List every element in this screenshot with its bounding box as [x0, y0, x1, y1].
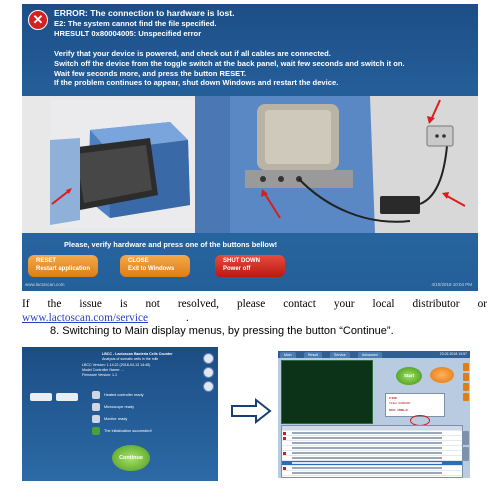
side-button-3[interactable]: [463, 383, 469, 391]
side-button-2[interactable]: [463, 373, 469, 381]
main-tab-bar: [278, 351, 470, 358]
close-button-title: CLOSE: [128, 258, 149, 264]
side-button-4[interactable]: [463, 393, 469, 401]
tab-service[interactable]: Service: [330, 352, 350, 358]
monitor-icon: [92, 415, 100, 423]
result-info-panel: [385, 393, 445, 417]
startup-header-line-5: Firmware Version: 1.1: [82, 373, 117, 377]
tab-main[interactable]: Main: [280, 352, 296, 358]
status-microscope: Microscope ready: [104, 405, 134, 409]
startup-header-line-1: LBCC - Lactoscan Bacteria Cells Counter: [102, 352, 173, 356]
results-table: [281, 425, 463, 478]
tab-advanced[interactable]: Advanced: [358, 352, 382, 358]
controller-icon: [92, 391, 100, 399]
contact-paragraph: If the issue is not resolved, please contact your local distributor or: [22, 298, 487, 310]
main-screen-screenshot: [278, 351, 470, 478]
shutdown-button[interactable]: [215, 255, 285, 277]
status-controller: Heated controller ready: [104, 393, 144, 397]
service-link[interactable]: www.lactoscan.com/service: [22, 312, 148, 324]
result-number: # 208: [389, 396, 397, 400]
shutdown-button-subtitle: Power off: [223, 265, 251, 272]
start-button[interactable]: Start: [396, 367, 422, 385]
startup-header-line-3: LBCC Version: 1.14.22 (2018-04-13 14:45): [82, 363, 151, 367]
transition-arrow-icon: [230, 398, 272, 424]
close-button[interactable]: [120, 255, 190, 277]
startup-header-line-4: Model Controller Name: ...: [82, 368, 124, 372]
startup-side-button-2[interactable]: [56, 393, 78, 401]
table-row[interactable]: [282, 471, 462, 476]
settings-icon[interactable]: [203, 381, 214, 392]
startup-screenshot: [22, 347, 218, 481]
success-check-icon: [92, 427, 100, 435]
hardware-photo-strip: [22, 96, 478, 233]
result-scc: SCC: 155E+3: [389, 408, 408, 412]
error-instruction-2: Switch off the device from the toggle switch at the back panel, wait few seconds and switch it on.: [54, 59, 405, 68]
error-footer-website: www.lactoscan.com: [25, 282, 65, 287]
device-front-photo: [50, 100, 210, 228]
device-back-panel-photo: [195, 96, 478, 233]
camera-view: [281, 360, 373, 424]
startup-side-button-1[interactable]: [30, 393, 52, 401]
orange-action-button[interactable]: [430, 367, 454, 383]
info-icon[interactable]: [203, 353, 214, 364]
reset-button-title: RESET: [36, 258, 57, 264]
side-tab-2[interactable]: [463, 447, 469, 461]
contact-paragraph-end: .: [186, 312, 189, 324]
error-screenshot: [22, 4, 478, 291]
result-ticket: Ticket: 0000000: [389, 401, 411, 405]
startup-header-line-2: Analysis of somatic cells in the milk: [102, 357, 159, 361]
tab-result[interactable]: Result: [304, 352, 322, 358]
reset-button[interactable]: [28, 255, 98, 277]
reset-button-subtitle: Restart application: [36, 265, 91, 272]
status-monitor: Monitor ready: [104, 417, 128, 421]
verify-instruction: Please, verify hardware and press one of the buttons bellow!: [64, 240, 278, 249]
error-detail: E2: The system cannot find the file specified.: [54, 19, 217, 28]
error-hresult: HRESULT 0x80004005: Unspecified error: [54, 29, 202, 38]
status-initialization: The initialization succeeded!: [104, 429, 152, 433]
step-8-instruction: 8. Switching to Main display menus, by pressing the button “Continue”.: [50, 325, 394, 337]
error-icon: ✕: [28, 10, 48, 30]
help-icon[interactable]: [203, 367, 214, 378]
microscope-icon: [92, 403, 100, 411]
close-button-subtitle: Exit to Windows: [128, 265, 175, 272]
side-tab-1[interactable]: [463, 431, 469, 445]
error-instruction-4: If the problem continues to appear, shut down Windows and restart the device.: [54, 78, 339, 87]
error-footer-timestamp: 4/10/2018 10:04 PM: [431, 282, 472, 287]
continue-button[interactable]: Continue: [112, 445, 150, 471]
error-instruction-3: Wait few seconds more, and press the button RESET.: [54, 69, 247, 78]
shutdown-button-title: SHUT DOWN: [223, 258, 260, 264]
main-date: 23.02.2018 13:57: [439, 352, 467, 356]
side-button-1[interactable]: [463, 363, 469, 371]
error-title: ERROR: The connection to hardware is lost.: [54, 8, 235, 18]
error-instruction-1: Verify that your device is powered, and check out if all cables are connected.: [54, 49, 331, 58]
